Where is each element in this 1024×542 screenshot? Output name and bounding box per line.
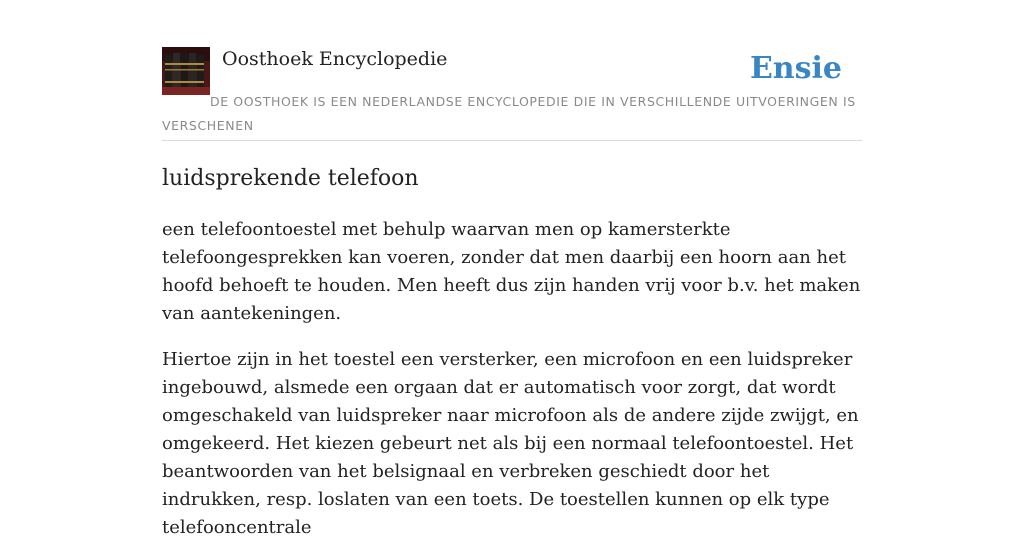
site-header bbox=[162, 46, 862, 141]
site-tagline: DE OOSTHOEK IS EEN NEDERLANDSE ENCYCLOPEDIE DIE IN VERSCHILLENDE UITVOERINGEN IS VERSCHENEN bbox=[162, 94, 856, 133]
site-title[interactable]: Oosthoek Encyclopedie bbox=[222, 48, 448, 70]
article bbox=[162, 162, 862, 542]
brand-logo[interactable]: Ensie bbox=[749, 51, 842, 86]
article-paragraph: een telefoontoestel met behulp waarvan men op kamersterkte telefoongesprekken kan voeren, zonder dat men daarbij een hoorn aan het hoofd behoeft te houden. Men heeft dus zijn handen vrij voor b.v. het maken van aantekeningen. bbox=[162, 219, 861, 324]
article-paragraph: Hiertoe zijn in het toestel een versterker, een microfoon en een luidspreker ingebouwd, alsmede een orgaan dat er automatisch voor zorgt, dat wordt omgeschakeld van luidspreker naar microfoon als de andere zijde zwijgt, en omgekeerd. Het kiezen gebeurt net als bij een normaal telefoontoestel. Het beantwoorden van het belsignaal en verbreken geschiedt door het indrukken, resp. loslaten van een toets. De toestellen kunnen op elk type telefooncentrale bbox=[162, 349, 859, 538]
article-title: luidsprekende telefoon bbox=[162, 166, 419, 191]
encyclopedia-books-icon[interactable] bbox=[162, 47, 210, 95]
